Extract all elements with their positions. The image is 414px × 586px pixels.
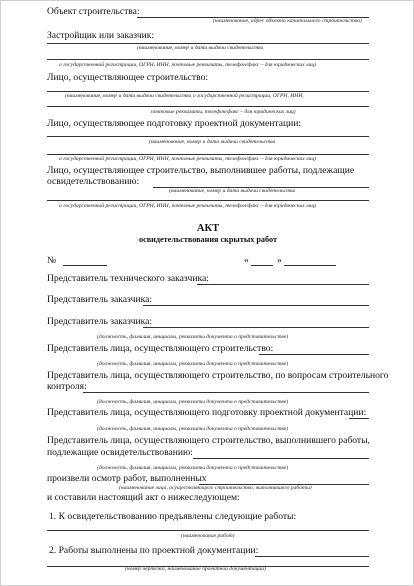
rep-tech-customer-label: Представитель технического заказчика:	[47, 273, 209, 284]
act-subtitle: освидетельствования скрытых работ	[138, 235, 278, 244]
rep-builder-control-caption: (должность, фамилия, инициалы, реквизиты документа о представительстве)	[97, 399, 289, 405]
inspection-label: произвели осмотр работ, выполненных	[47, 473, 207, 484]
rep-performer-caption: (должность, фамилия, инициалы, реквизиты документа о представительстве)	[97, 465, 289, 471]
inspection-caption: (наименование лица, осуществляющего строительство, выполнившего работы)	[119, 485, 312, 491]
rep-customer-line	[143, 305, 369, 306]
developer-line	[47, 43, 369, 44]
designer-line	[47, 136, 369, 137]
builder-line-2	[47, 106, 369, 107]
item-1-caption: (наименование работ)	[181, 533, 235, 539]
item-2-line	[255, 556, 369, 557]
rep-builder-line	[259, 354, 369, 355]
date-day-field	[251, 265, 273, 266]
rep-customer-label: Представитель заказчика:	[47, 294, 153, 305]
date-month-field	[284, 265, 336, 266]
rep-performer-label-1: Представитель лица, осуществляющего строительство, выполнившего работы,	[47, 435, 370, 446]
rep-builder-control-label-2: контроля:	[47, 381, 87, 392]
builder-caption-1: (наименование, номер и дата выдачи свидетельства о государственной регистрации, ОГРН, ИНН,	[65, 93, 304, 99]
object-label: Объект строительства:	[47, 6, 140, 17]
date-open-quote: «	[244, 255, 249, 266]
rep-designer-caption: (должность, фамилия, инициалы, реквизиты документа о представительстве)	[97, 426, 289, 432]
rep-performer-label-2: подлежащие освидетельствованию:	[47, 447, 193, 458]
designer-label: Лицо, осуществляющее подготовку проектной документации:	[47, 118, 302, 129]
performer-caption-1: (наименование, номер и дата выдачи свидетельства	[169, 188, 296, 194]
compiled-text: и составили настоящий акт о нижеследующем:	[47, 492, 240, 503]
rep-customer-caption: (должность, фамилия, инициалы, реквизиты документа о представительстве)	[97, 334, 289, 340]
rep-designer-label: Представитель лица, осуществляющего подготовку проектной документации:	[47, 407, 367, 418]
performer-label-2: освидетельствованию:	[47, 176, 140, 187]
builder-caption-2: почтовые реквизиты, телефон/факс – для юридических лиц)	[151, 109, 296, 115]
developer-caption-2: о государственной регистрации, ОГРН, ИНН, почтовые реквизиты, телефон/факс – для юридических лиц)	[59, 62, 316, 68]
date-close-quote: »	[277, 255, 282, 266]
designer-caption-2: о государственной регистрации, ОГРН, ИНН, почтовые реквизиты, телефон/факс – для юридических лиц)	[59, 156, 316, 162]
act-title: АКТ	[196, 223, 220, 234]
item-2-label: 2. Работы выполнены по проектной документации:	[49, 545, 259, 556]
performer-line-2	[47, 200, 369, 201]
rep-builder-caption: (должность, фамилия, инициалы, реквизиты документа о представительстве)	[97, 361, 289, 367]
rep-customer2-line	[143, 327, 369, 328]
rep-builder-label: Представитель лица, осуществляющего строительство:	[47, 343, 274, 354]
rep-designer-line	[349, 418, 369, 419]
rep-customer2-label: Представитель заказчика:	[47, 316, 153, 327]
builder-label: Лицо, осуществляющее строительство:	[47, 72, 209, 83]
object-caption: (наименование, адрес объекта капитального строительства)	[213, 18, 362, 24]
builder-line	[47, 91, 369, 92]
item-1-label: 1. К освидетельствованию предъявлены следующие работы:	[49, 511, 297, 522]
developer-caption-1: (наименование, номер и дата выдачи свидетельства	[137, 45, 264, 51]
rep-performer-line	[193, 458, 369, 459]
item-1-line	[47, 530, 369, 531]
rep-tech-customer-line	[197, 284, 369, 285]
act-number-field	[63, 265, 107, 266]
performer-label-1: Лицо, осуществляющее строительство, выполнившее работы, подлежащие	[47, 165, 355, 176]
rep-builder-control-line	[83, 392, 369, 393]
designer-line-2	[47, 154, 369, 155]
performer-caption-2: о государственной регистрации, ОГРН, ИНН, почтовые реквизиты, телефон/факс – для юридических лиц)	[59, 203, 316, 209]
item-2-caption: (номер чертежа, наименование проектной документации)	[125, 566, 266, 572]
act-number-label: №	[47, 255, 57, 266]
rep-builder-control-label-1: Представитель лица, осуществляющего строительство, по вопросам строительного	[47, 370, 389, 381]
designer-caption-1: (наименование, номер и дата выдачи свидетельства	[149, 139, 276, 145]
developer-label: Застройщик или заказчик:	[47, 30, 155, 41]
developer-line-2	[47, 59, 369, 60]
